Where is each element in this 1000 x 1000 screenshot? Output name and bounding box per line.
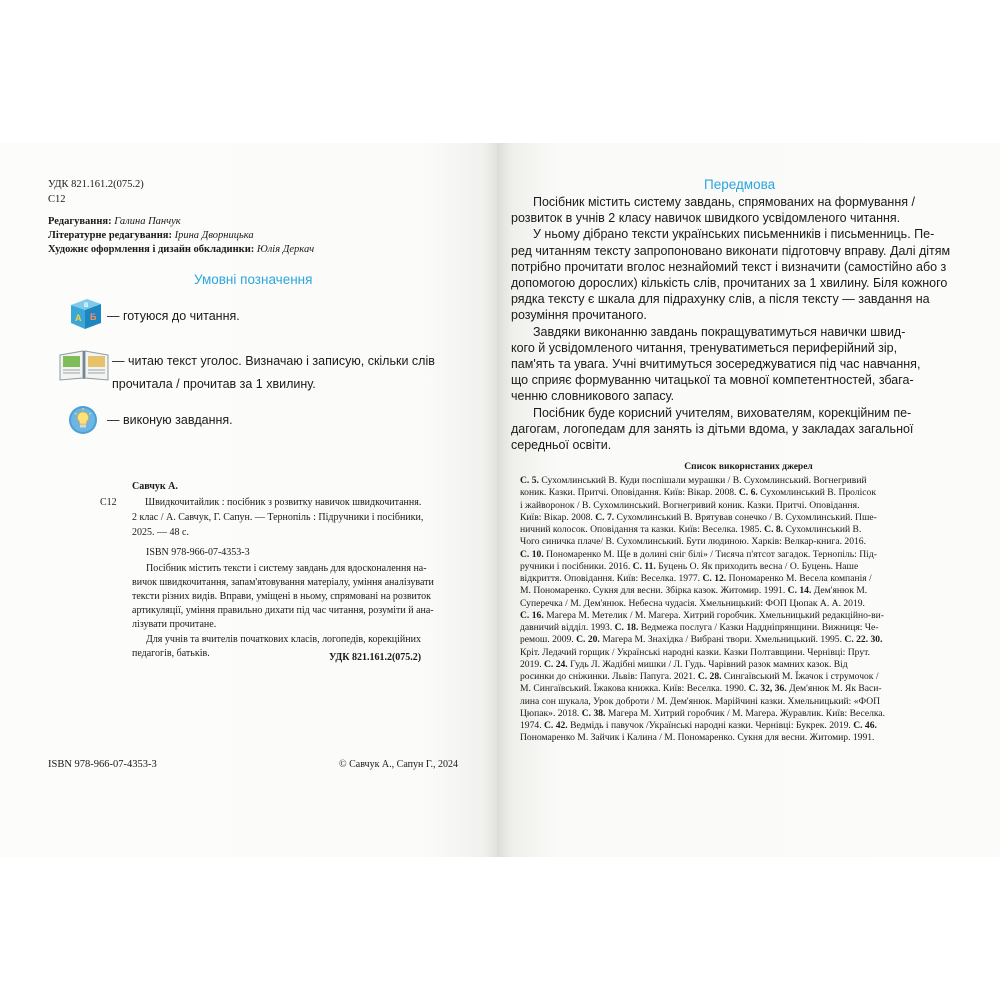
- reference-line: давничий відділ. 1993. С. 18. Ведмежа послуга / Казки Наддніпрянщини. Вижниця: Че-: [520, 622, 879, 633]
- reference-line: ничний колосок. Оповідання та казки. Київ: Веселка. 1985. С. 8. Сухомлинський В.: [520, 524, 862, 535]
- card-desc-line: вичок швидкочитання, запам'ятовування матеріалу, уміння аналізувати: [132, 577, 434, 588]
- svg-text:A: A: [75, 313, 82, 323]
- card-code: С12: [100, 497, 117, 508]
- credit-value: Галина Панчук: [114, 216, 181, 227]
- preface-paragraph: У ньому дібрано тексти українських письменників і письменниць. Пе- ред читанням тексту запропоновано виконати підготовчу вправу. Далі дітям потрібно прочитати вголос незнайомий текст і визначити (самостійно або з допомогою дорослих) кількість слів, прочитаних за 1 хвилину. Біля кожного рядка тексту є шкала для підрахунку слів, а після тексту — завдання на розуміння прочитаного.: [511, 227, 951, 323]
- legend-text-2b: прочитала / прочитав за 1 хвилину.: [112, 377, 316, 391]
- card-isbn: ISBN 978-966-07-4353-3: [146, 547, 250, 558]
- credit-label: Художнє оформлення і дизайн обкладинки:: [48, 244, 257, 255]
- open-book-icon: [58, 347, 110, 383]
- card-desc-line: Посібник містить тексти і систему завдань для вдосконалення на-: [146, 563, 427, 574]
- reference-line: ремош. 2009. С. 20. Магера М. Знахідка / Вибрані твори. Хмельницький. 1995. С. 22. 30.: [520, 634, 883, 646]
- reference-line: Чого синичка плаче/ В. Сухомлинський. Бути людиною. Харків: Велкар-книга. 2016.: [520, 536, 866, 548]
- preface-paragraph: Завдяки виконанню завдань покращуватимуться навички швид- кого й усвідомленого читання, тренуватиметься периферійний зір, пам'ять та увага. Учні вчитимуться зосереджуватися під час навчання, що сприяє формуванню читацької та мовної компетентностей, збага- ченню словникового запасу.: [511, 324, 921, 404]
- credit-label: Редагування:: [48, 216, 115, 227]
- references-list: [520, 475, 944, 745]
- legend-title: Умовні позначення: [194, 272, 313, 287]
- card-desc-line: тексти різних видів. Вправи, уміщені в ньому, спрямовані на розвиток: [132, 591, 432, 602]
- reference-line: 1974. С. 42. Ведмідь і павучок /Українські народні казки. Чернівці: Букрек. 2019. С. 46.: [520, 720, 877, 731]
- card-audience-line: педагогів, батьків.: [132, 648, 210, 659]
- credit-line: [48, 215, 181, 229]
- isbn-bottom: ISBN 978-966-07-4353-3: [48, 759, 157, 770]
- card-title-line: Швидкочитайлик : посібник з розвитку навичок швидкочитання.: [145, 497, 422, 508]
- svg-text:Б: Б: [90, 312, 97, 322]
- card-audience-line: Для учнів та вчителів початкових класів, логопедів, корекційних: [146, 634, 421, 645]
- reference-line: Кріт. Ледачий горщик / Українські народні казки. Казки Полтавщини. Чернівці: Прут.: [520, 646, 870, 658]
- right-page: [497, 143, 1000, 857]
- left-page: [0, 143, 497, 857]
- preface-title: Передмова: [704, 177, 776, 192]
- legend-text-3: — виконую завдання.: [107, 413, 233, 427]
- reference-line: С. 10. Пономаренко М. Ще в долині сніг білі» / Тисяча п'ятсот загадок. Тернопіль: Під-: [520, 548, 877, 560]
- lightbulb-icon: [68, 405, 98, 435]
- reference-line: Суперечка / М. Дем'янюк. Небесна чудасія. Хмельницький: ФОП Цюпак А. А. 2019.: [520, 597, 865, 609]
- credit-value: Юлія Деркач: [256, 244, 315, 255]
- card-desc-line: лізувати прочитане.: [132, 619, 217, 630]
- reference-line: коник. Казки. Притчі. Оповідання. Київ: Вікар. 2008. С. 6. Сухомлинський В. Пролісок: [520, 487, 877, 499]
- reference-line: ручники і посібники. 2016. С. 11. Буцень О. Як приходить весна / О. Буцень. Наше: [520, 560, 859, 572]
- reference-line: М. Пономаренко. Сукня для весни. Збірка казок. Житомир. 1991. С. 14. Дем'янюк М.: [520, 585, 868, 597]
- credit-label: Літературне редагування:: [48, 230, 175, 241]
- references-title: Список використаних джерел: [684, 462, 813, 472]
- card-desc-line: артикуляції, уміння правильно дихати під час читання, розуміти й ана-: [132, 605, 434, 616]
- udk-top: УДК 821.161.2(075.2): [48, 179, 144, 190]
- svg-text:В: В: [84, 303, 89, 309]
- credit-line: [48, 243, 314, 257]
- credit-value: Ірина Дворницька: [174, 230, 254, 241]
- reference-line: Пономаренко М. Зайчик і Калина / М. Пономаренко. Сукня для весни. Житомир. 1991.: [520, 732, 875, 744]
- card-title-line: 2025. — 48 с.: [132, 527, 189, 538]
- reference-line: 2019. С. 24. Гудь Л. Жадібні мишки / Л. Гудь. Чарівний разок мамних казок. Від: [520, 658, 848, 670]
- reference-line: С. 16. Магера М. Метелик / М. Магера. Хитрий горобчик. Хмельницький редакційно-ви-: [520, 609, 884, 621]
- card-title-line: 2 клас / А. Савчук, Г. Сапун. — Тернопіль : Підручники і посібники,: [132, 512, 424, 523]
- reference-line: відкриття. Оповідання. Київ: Веселка. 1977. С. 12. Пономаренко М. Весела компанія /: [520, 573, 872, 584]
- code-top: С12: [48, 194, 66, 205]
- abc-cube-icon: [67, 296, 105, 332]
- book-spread: [0, 143, 1000, 857]
- preface-paragraph: Посібник містить систему завдань, спрямованих на формування / розвиток в учнів 2 класу навичок швидкого усвідомленого читання.: [511, 195, 915, 226]
- legend-text-1: — готуюся до читання.: [107, 309, 240, 323]
- preface-body: [511, 194, 951, 453]
- legend-text-2a: — читаю текст уголос. Визначаю і записую, скільки слів: [112, 354, 435, 368]
- reference-line: і жайворонок / В. Сухомлинський. Вогнегривий коник. Казки. Притчі. Оповідання.: [520, 499, 860, 511]
- copyright: © Савчук А., Сапун Г., 2024: [339, 759, 458, 770]
- preface-paragraph: Посібник буде корисний учителям, вихователям, корекційним пе- дагогам, логопедам для занять із дітьми вдома, у закладах загальної середньої освіти.: [511, 405, 914, 453]
- reference-line: Цюпак». 2018. С. 38. Магера М. Хитрий горобчик / М. Магера. Журавлик. Київ: Веселка.: [520, 707, 886, 719]
- reference-line: лина сон шукала, Урок доброти / М. Дем'янюк. Марійчині казки. Хмельницький: «ФОП: [520, 695, 881, 707]
- reference-line: росинки до сніжинки. Львів: Папуга. 2021. С. 28. Сингаївський М. Їжачок і струмочок /: [520, 671, 879, 682]
- reference-line: М. Сингаївський. Їжакова книжка. Київ: Веселка. 1990. С. 32, 36. Дем'янюк М. Як Васи-: [520, 683, 882, 695]
- reference-line: С. 5. Сухомлинський В. Куди поспішали мурашки / В. Сухомлинський. Вогнегривий: [520, 475, 867, 486]
- card-udk: УДК 821.161.2(075.2): [329, 652, 422, 663]
- reference-line: Київ: Вікар. 2008. С. 7. Сухомлинський В. Врятував сонечко / В. Сухомлинський. Пше-: [520, 511, 877, 523]
- credit-line: [48, 229, 254, 243]
- card-author: Савчук А.: [132, 481, 178, 492]
